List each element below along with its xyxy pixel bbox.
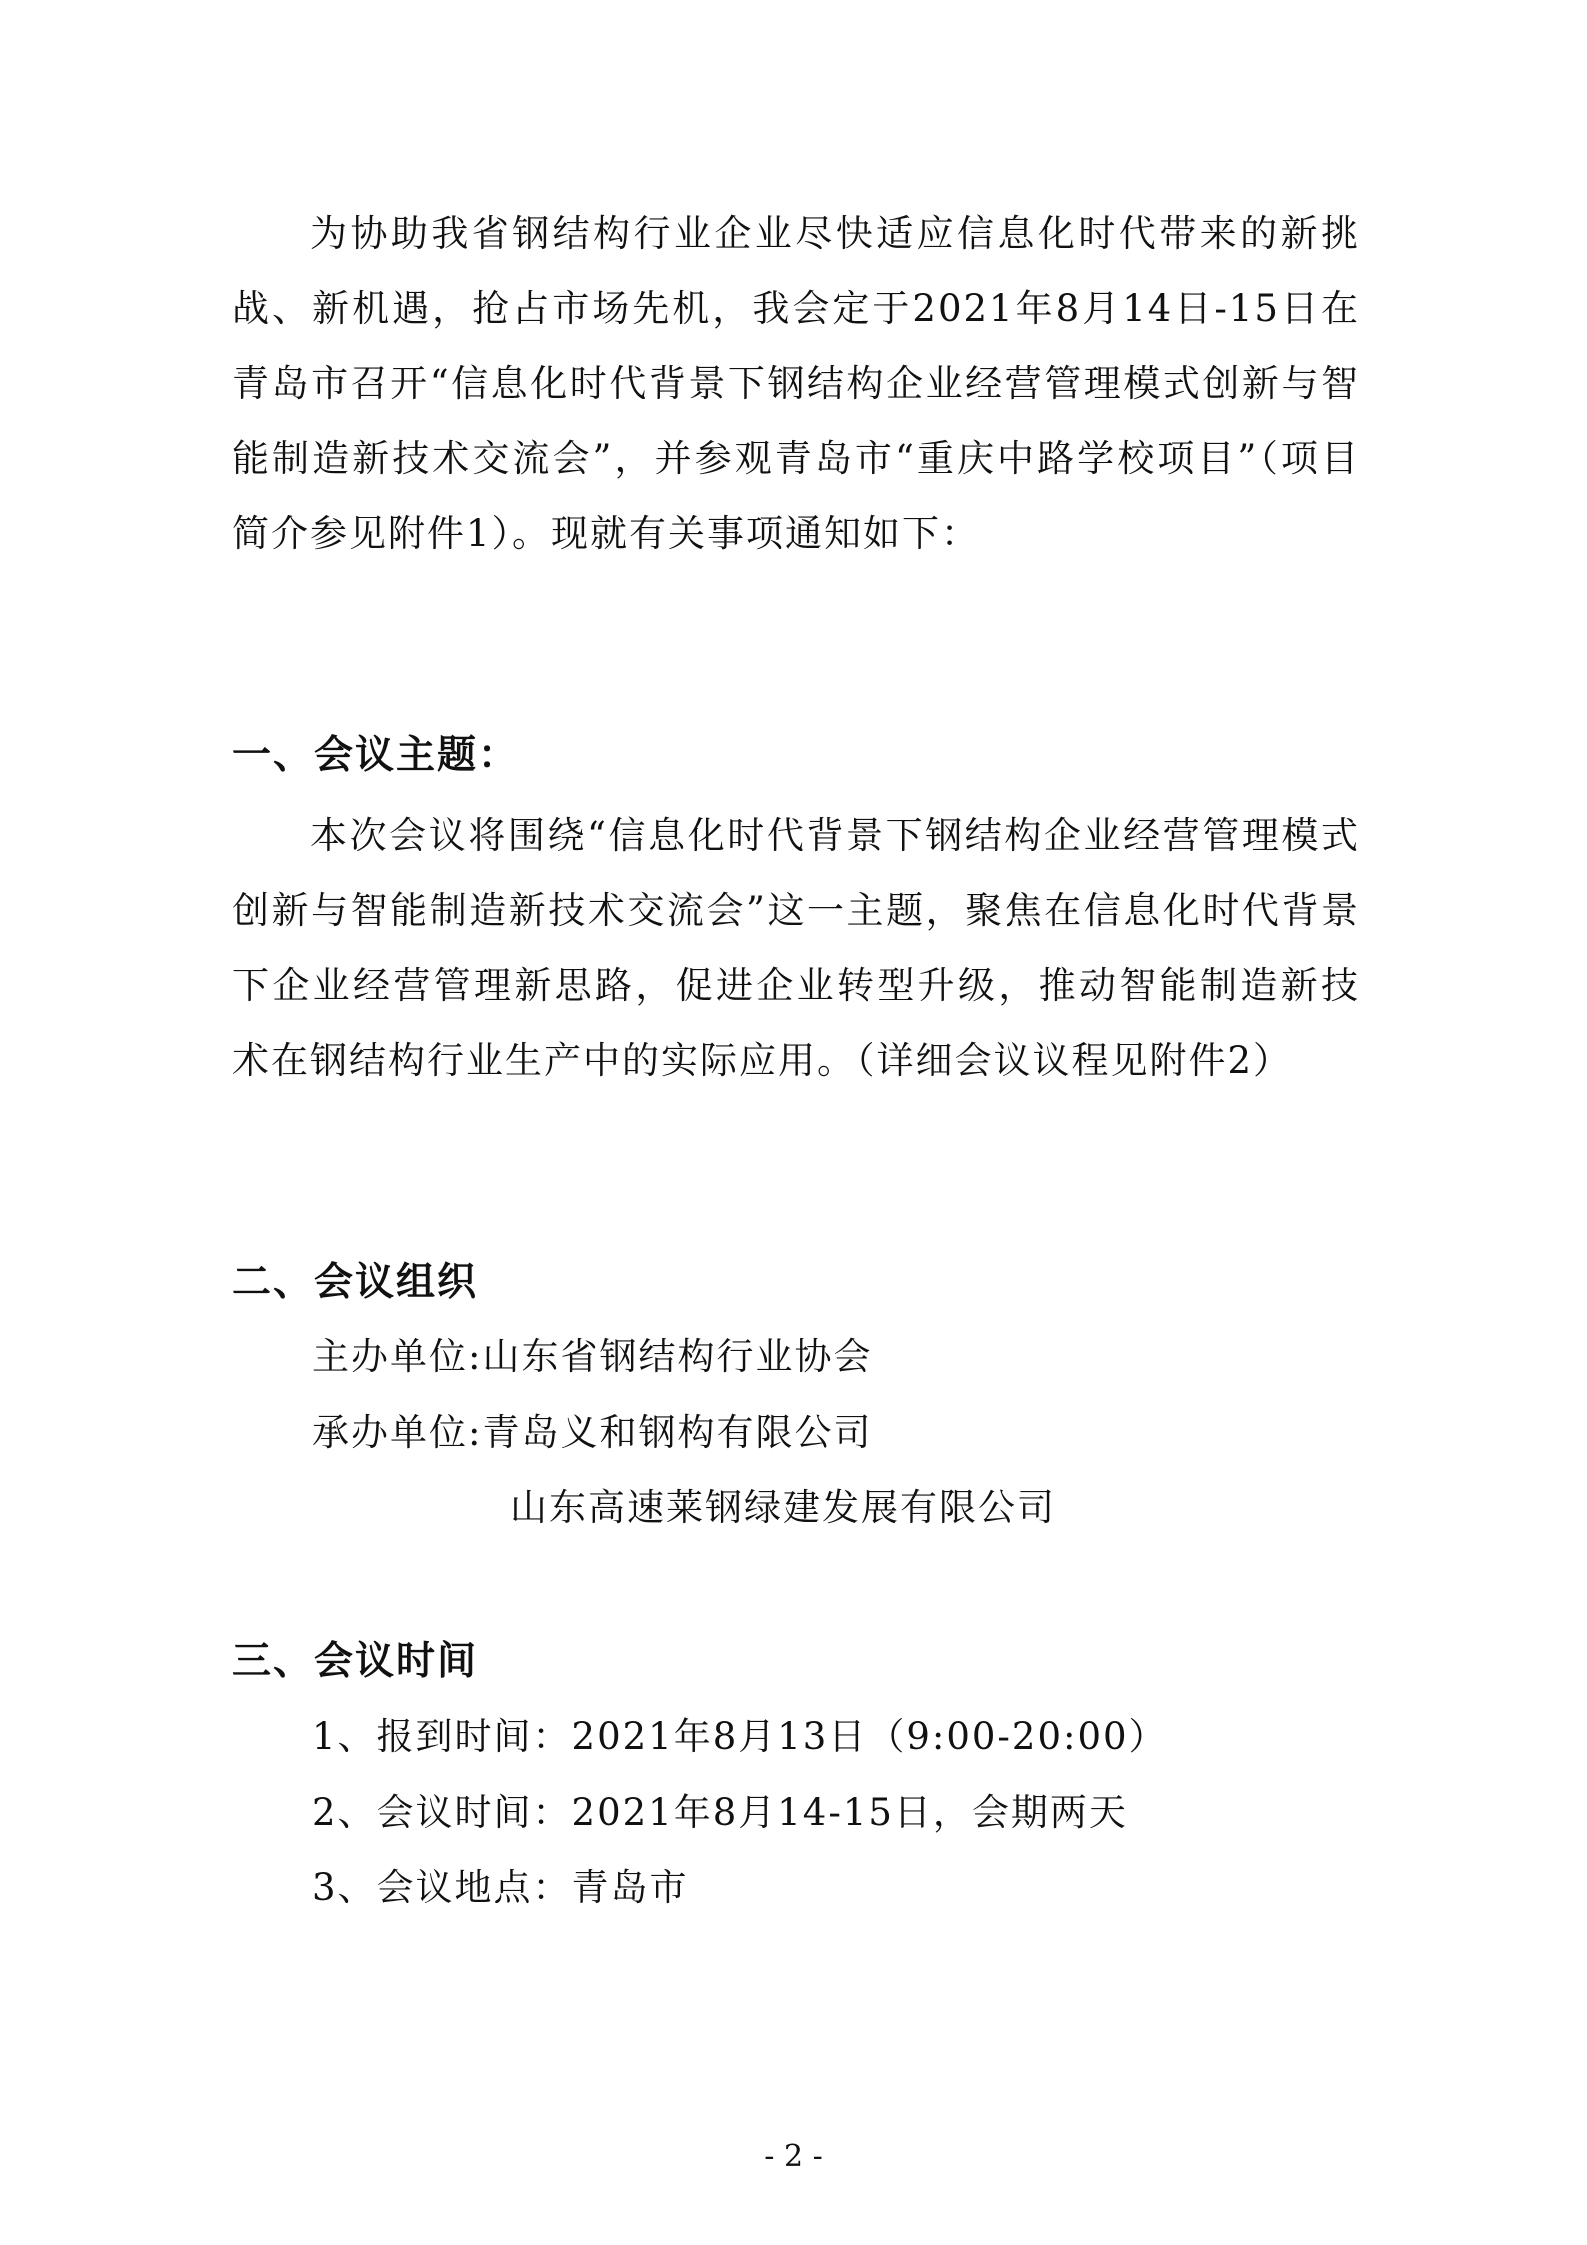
host-unit: 主办单位:山东省钢结构行业协会 [312, 1335, 873, 1378]
list-item: 2、会议时间：2021年8月14-15日，会期两天 [312, 1791, 1128, 1834]
section-1-title: 一、会议主题： [232, 733, 520, 778]
list-item: 3、会议地点：青岛市 [312, 1866, 689, 1909]
section-1-body: 本次会议将围绕“信息化时代背景下钢结构企业经营管理模式创新与智能制造新技术交流会”这一主题，聚焦在信息化时代背景下企业经营管理新思路，促进企业转型升级，推动智能制造新技术在钢结构行业生产中的实际应用。（详细会议议程见附件2） [232, 814, 1360, 1082]
intro-paragraph: 为协助我省钢结构行业企业尽快适应信息化时代带来的新挑战、新机遇，抢占市场先机，我会定于2021年8月14日-15日在青岛市召开“信息化时代背景下钢结构企业经营管理模式创新与智能制造新技术交流会”，并参观青岛市“重庆中路学校项目”（项目简介参见附件1）。现就有关事项通知如下： [232, 212, 1360, 555]
list-item: 1、报到时间：2021年8月13日（9:00-20:00） [312, 1715, 1168, 1758]
page-number: - 2 - [764, 2139, 823, 2174]
section-3-title: 三、会议时间 [232, 1639, 479, 1684]
section-2-title: 二、会议组织 [232, 1260, 479, 1305]
organizer-unit-2: 山东高速莱钢绿建发展有限公司 [510, 1486, 1056, 1529]
organizer-unit: 承办单位:青岛义和钢构有限公司 [312, 1411, 873, 1454]
